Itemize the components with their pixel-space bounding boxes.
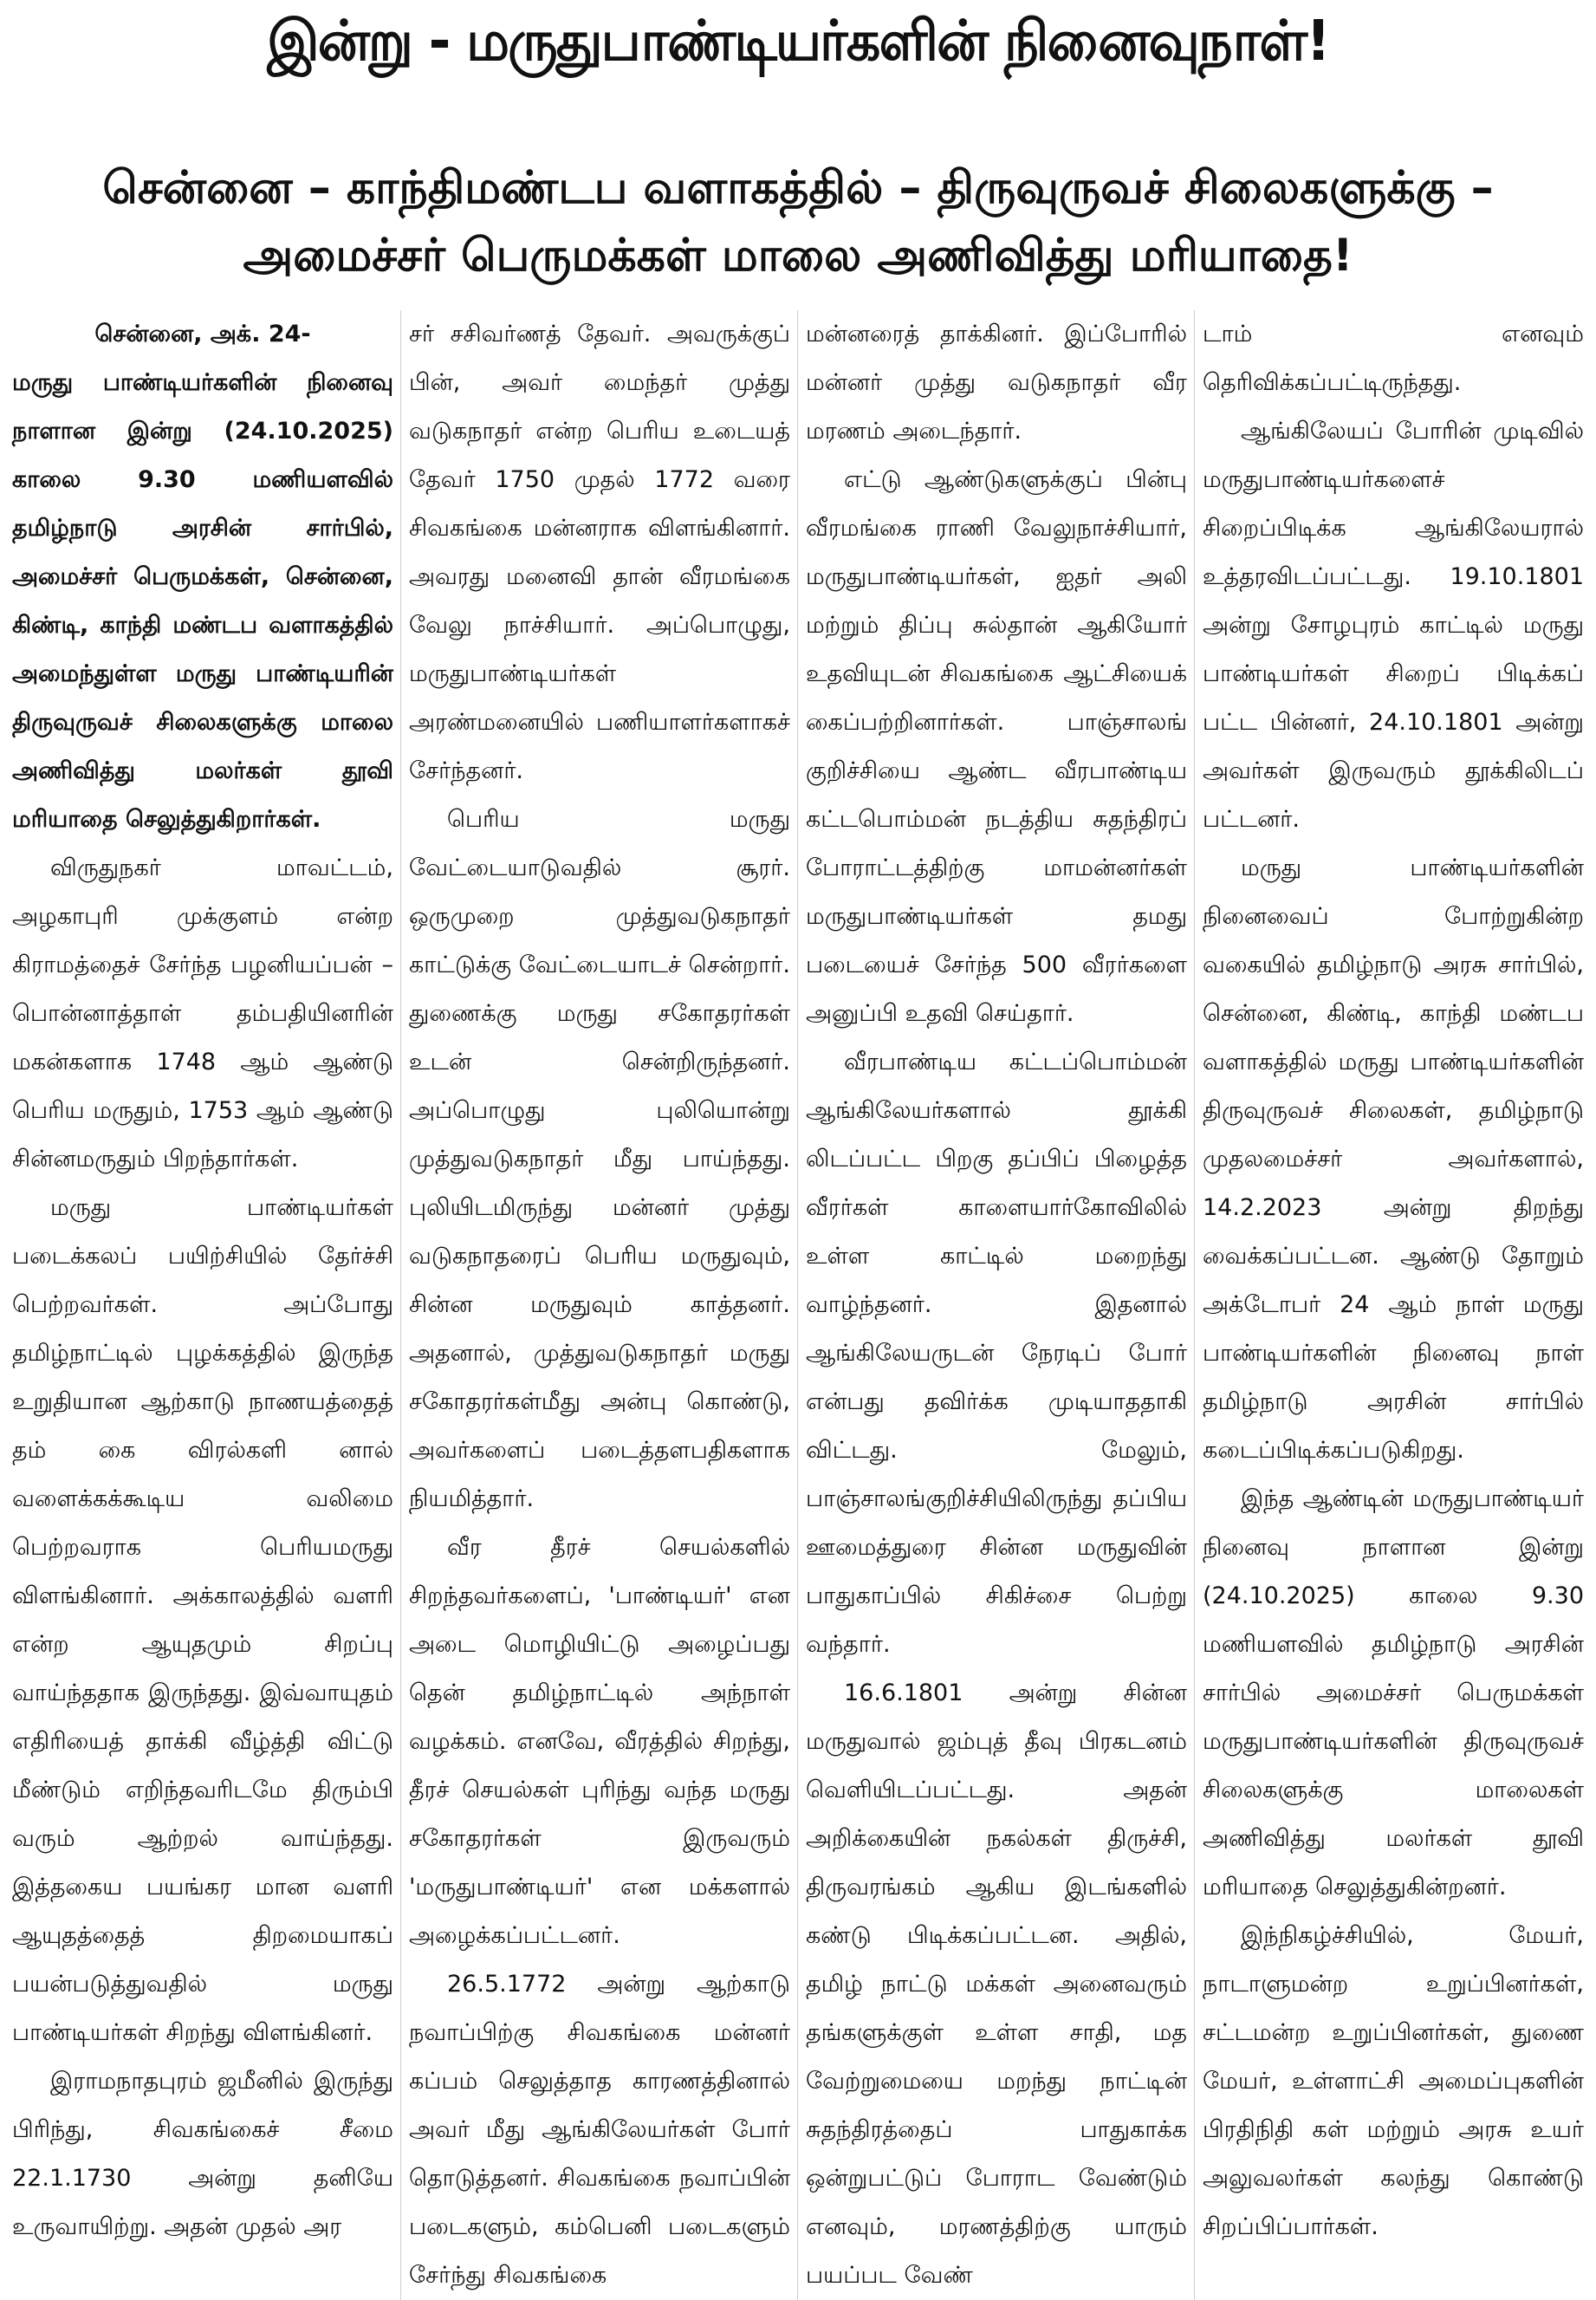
dateline: சென்னை, அக். 24-	[94, 321, 311, 348]
column-2-paragraph: 26.5.1772 அன்று ஆற்காடு நவாப்பிற்கு சிவகங்கை மன்னர் கப்பம் செலுத்தாத காரணத்தினால் அவர் மீது ஆங்கிலேயர்கள் போர் தொடுத்தனர். சிவகங்கை நவாப்பின் படைகளும், கம்பெனி படைகளும் சேர்ந்து சிவகங்கை	[409, 1971, 790, 2289]
column-2-paragraph: சர் சசிவர்ணத் தேவர். அவருக்குப் பின், அவர் மைந்தர் முத்து வடுகநாதர் என்ற பெரிய உடையத் தேவர் 1750 முதல் 1772 வரை சிவகங்கை மன்னராக விளங்கினார். அவரது மனைவி தான் வீரமங்கை வேலு நாச்சியார். அப்பொழுது, மருதுபாண்டியர்கள் அரண்மனையில் பணியாளர்களாகச் சேர்ந்தனர்.	[409, 321, 790, 784]
column-3-paragraph: எட்டு ஆண்டுகளுக்குப் பின்பு வீரமங்கை ராணி வேலுநாச்சியார், மருதுபாண்டியர்கள், ஐதர் அலி மற்றும் திப்பு சுல்தான் ஆகியோர் உதவியுடன் சிவகங்கை ஆட்சியைக் கைப்பற்றினார்கள். பாஞ்சாலங் குறிச்சியை ஆண்ட வீரபாண்டிய கட்டபொம்மன் நடத்திய சுதந்திரப் போராட்டத்திற்கு மாமன்னர்கள் மருதுபாண்டியர்கள் தமது படையைச் சேர்ந்த 500 வீரர்களை அனுப்பி உதவி செய்தார்.	[806, 466, 1187, 1027]
subheadline-line-2: அமைச்சர் பெருமக்கள் மாலை அணிவித்து மரியாதை!	[243, 230, 1353, 282]
column-3-paragraph: 16.6.1801 அன்று சின்ன மருதுவால் ஜம்புத் தீவு பிரகடனம் வெளியிடப்பட்டது. அதன் அறிக்கையின் நகல்கள் திருச்சி, திருவரங்கம் ஆகிய இடங்களில் கண்டு பிடிக்கப்பட்டன. அதில், தமிழ் நாட்டு மக்கள் அனைவரும் தங்களுக்குள் உள்ள சாதி, மத வேற்றுமையை மறந்து நாட்டின் சுதந்திரத்தைப் பாதுகாக்க ஒன்றுபட்டுப் போராட வேண்டும் எனவும், மரணத்திற்கு யாரும் பயப்பட வேண்	[806, 1680, 1187, 2289]
column-1	[12, 310, 393, 2300]
article-body	[12, 310, 1584, 2289]
lead-paragraph: மருது பாண்டியர்களின் நினைவு நாளான இன்று (24.10.2025) காலை 9.30 மணியளவில் தமிழ்நாடு அரசின் சார்பில், அமைச்சர் பெருமக்கள், சென்னை, கிண்டி, காந்தி மண்டப வளாகத்தில் அமைந்துள்ள மருது பாண்டியரின் திருவுருவச் சிலைகளுக்கு மாலை அணிவித்து மலர்கள் தூவி மரியாதை செலுத்துகிறார்கள்.	[12, 369, 393, 833]
column-2-paragraph: பெரிய மருது வேட்டையாடுவதில் சூரர். ஒருமுறை முத்துவடுகநாதர் காட்டுக்கு வேட்டையாடச் சென்றார். துணைக்கு மருது சகோதரர்கள் உடன் சென்றிருந்தனர். அப்பொழுது புலியொன்று முத்துவடுகநாதர் மீது பாய்ந்தது. புலியிடமிருந்து மன்னர் முத்து வடுகநாதரைப் பெரிய மருதுவும், சின்ன மருதுவும் காத்தனர். அதனால், முத்துவடுகநாதர் மருது சகோதரர்கள்மீது அன்பு கொண்டு, அவர்களைப் படைத்தளபதிகளாக நியமித்தார்.	[409, 806, 790, 1512]
column-4-paragraph: இந்நிகழ்ச்சியில், மேயர், நாடாளுமன்ற உறுப்பினர்கள், சட்டமன்ற உறுப்பினர்கள், துணை மேயர், உள்ளாட்சி அமைப்புகளின் பிரதிநிதி கள் மற்றும் அரசு உயர் அலுவலர்கள் கலந்து கொண்டு சிறப்பிப்பார்கள்.	[1203, 1922, 1584, 2240]
column-2	[409, 310, 790, 2300]
column-3-paragraph: மன்னரைத் தாக்கினர். இப்போரில் மன்னர் முத்து வடுகநாதர் வீர மரணம் அடைந்தார்.	[806, 321, 1187, 445]
column-4-paragraph: இந்த ஆண்டின் மருதுபாண்டியர் நினைவு நாளான இன்று (24.10.2025) காலை 9.30 மணியளவில் தமிழ்நாடு அரசின் சார்பில் அமைச்சர் பெருமக்கள் மருதுபாண்டியர்களின் திருவுருவச் சிலைகளுக்கு மாலைகள் அணிவித்து மலர்கள் தூவி மரியாதை செலுத்துகின்றனர்.	[1203, 1485, 1584, 1900]
column-1-paragraph: மருது பாண்டியர்கள் படைக்கலப் பயிற்சியில் தேர்ச்சி பெற்றவர்கள். அப்போது தமிழ்நாட்டில் புழக்கத்தில் இருந்த உறுதியான ஆற்காடு நாணயத்தைத் தம் கை விரல்களி னால் வளைக்கக்கூடிய வலிமை பெற்றவராக பெரியமருது விளங்கினார். அக்காலத்தில் வளரி என்ற ஆயுதமும் சிறப்பு வாய்ந்ததாக இருந்தது. இவ்வாயுதம் எதிரியைத் தாக்கி வீழ்த்தி விட்டு மீண்டும் எறிந்தவரிடமே திரும்பி வரும் ஆற்றல் வாய்ந்தது. இத்தகைய பயங்கர மான வளரி ஆயுதத்தைத் திறமையாகப் பயன்படுத்துவதில் மருது பாண்டியர்கள் சிறந்து விளங்கினர்.	[12, 1194, 393, 2046]
lead-paragraph-block	[12, 359, 393, 844]
column-3	[806, 310, 1187, 2300]
column-4-paragraph: டாம் எனவும் தெரிவிக்கப்பட்டிருந்தது.	[1203, 321, 1584, 396]
column-1-paragraph: விருதுநகர் மாவட்டம், அழகாபுரி முக்குளம் என்ற கிராமத்தைச் சேர்ந்த பழனியப்பன் – பொன்னாத்தாள் தம்பதியினரின் மகன்களாக 1748 ஆம் ஆண்டு பெரிய மருதும், 1753 ஆம் ஆண்டு சின்னமருதும் பிறந்தார்கள்.	[12, 854, 393, 1173]
column-1-paragraph: இராமநாதபுரம் ஜமீனில் இருந்து பிரிந்து, சிவகங்கைச் சீமை 22.1.1730 அன்று தனியே உருவாயிற்று. அதன் முதல் அர	[12, 2068, 393, 2240]
headline: இன்று - மருதுபாண்டியர்களின் நினைவுநாள்!	[267, 10, 1329, 74]
column-4	[1203, 310, 1584, 2300]
column-4-paragraph: ஆங்கிலேயப் போரின் முடிவில் மருதுபாண்டியர்களைச் சிறைப்பிடிக்க ஆங்கிலேயரால் உத்தரவிடப்பட்டது. 19.10.1801 அன்று சோழபுரம் காட்டில் மருது பாண்டியர்கள் சிறைப் பிடிக்கப் பட்ட பின்னர், 24.10.1801 அன்று அவர்கள் இருவரும் தூக்கிலிடப் பட்டனர்.	[1203, 418, 1584, 833]
column-4-paragraph: மருது பாண்டியர்களின் நினைவைப் போற்றுகின்ற வகையில் தமிழ்நாடு அரசு சார்பில், சென்னை, கிண்டி, காந்தி மண்டப வளாகத்தில் மருது பாண்டியர்களின் திருவுருவச் சிலைகள், தமிழ்நாடு முதலமைச்சர் அவர்களால், 14.2.2023 அன்று திறந்து வைக்கப்பட்டன. ஆண்டு தோறும் அக்டோபர் 24 ஆம் நாள் மருது பாண்டியர்களின் நினைவு நாள் தமிழ்நாடு அரசின் சார்பில் கடைப்பிடிக்கப்படுகிறது.	[1203, 854, 1584, 1464]
column-3-paragraph: வீரபாண்டிய கட்டப்பொம்மன் ஆங்கிலேயர்களால் தூக்கி லிடப்பட்ட பிறகு தப்பிப் பிழைத்த வீரர்கள் காளையார்கோவிலில் உள்ள காட்டில் மறைந்து வாழ்ந்தனர். இதனால் ஆங்கிலேயருடன் நேரடிப் போர் என்பது தவிர்க்க முடியாததாகி விட்டது. மேலும், பாஞ்சாலங்குறிச்சியிலிருந்து தப்பிய ஊமைத்துரை சின்ன மருதுவின் பாதுகாப்பில் சிகிச்சை பெற்று வந்தார்.	[806, 1049, 1187, 1658]
column-2-paragraph: வீர தீரச் செயல்களில் சிறந்தவர்களைப், 'பாண்டியர்' என அடை மொழியிட்டு அழைப்பது தென் தமிழ்நாட்டில் அந்நாள் வழக்கம். எனவே, வீரத்தில் சிறந்து, தீரச் செயல்கள் புரிந்து வந்த மருது சகோதரர்கள் இருவரும் 'மருதுபாண்டியர்' என மக்களால் அழைக்கப்பட்டனர்.	[409, 1534, 790, 1949]
subheadline-line-1: சென்னை – காந்திமண்டப வளாகத்தில் – திருவுருவச் சிலைகளுக்கு –	[102, 162, 1494, 214]
